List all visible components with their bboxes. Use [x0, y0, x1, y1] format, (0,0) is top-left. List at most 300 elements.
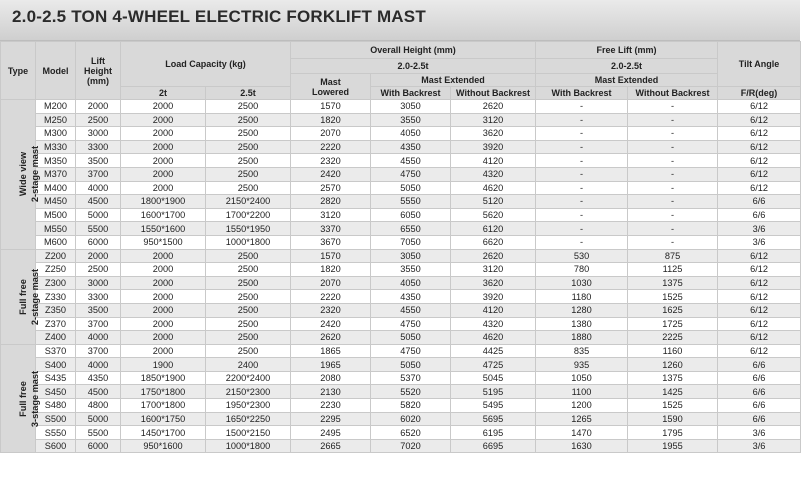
cell-extended-without-backrest: 6620 [451, 235, 536, 249]
cell-free-without-backrest: 875 [628, 249, 718, 263]
cell-mast-lowered: 2570 [291, 181, 371, 195]
cell-mast-lowered: 2230 [291, 399, 371, 413]
cell-extended-without-backrest: 4120 [451, 154, 536, 168]
cell-extended-with-backrest: 7050 [371, 235, 451, 249]
cell-free-without-backrest: 1590 [628, 412, 718, 426]
cell-model: M500 [36, 208, 76, 222]
cell-lift-height: 4500 [76, 385, 121, 399]
cell-extended-with-backrest: 4750 [371, 317, 451, 331]
cell-free-with-backrest: - [536, 235, 628, 249]
cell-load-2-5t: 2500 [206, 331, 291, 345]
cell-free-with-backrest: 1200 [536, 399, 628, 413]
cell-model: M250 [36, 113, 76, 127]
cell-extended-with-backrest: 4550 [371, 154, 451, 168]
cell-load-2-5t: 2500 [206, 344, 291, 358]
header-load-2-5t: 2.5t [206, 87, 291, 100]
cell-load-2t: 2000 [121, 127, 206, 141]
cell-load-2-5t: 2200*2400 [206, 371, 291, 385]
cell-tilt-angle: 6/12 [718, 276, 801, 290]
cell-model: S550 [36, 426, 76, 440]
cell-extended-without-backrest: 4425 [451, 344, 536, 358]
table-row [1, 181, 801, 195]
header-mast-extended: Mast Extended [371, 74, 536, 87]
cell-load-2t: 1600*1700 [121, 208, 206, 222]
cell-model: M550 [36, 222, 76, 236]
header-overall-height: Overall Height (mm) [291, 42, 536, 59]
mast-type-line: 3-stage mast [30, 370, 41, 427]
cell-free-without-backrest: 1725 [628, 317, 718, 331]
cell-extended-with-backrest: 3550 [371, 113, 451, 127]
cell-tilt-angle: 6/12 [718, 127, 801, 141]
cell-load-2-5t: 2500 [206, 263, 291, 277]
title-bar [0, 0, 800, 42]
cell-tilt-angle: 3/6 [718, 439, 801, 453]
cell-extended-with-backrest: 6020 [371, 412, 451, 426]
table-row [1, 208, 801, 222]
cell-mast-lowered: 1820 [291, 113, 371, 127]
cell-load-2t: 2000 [121, 167, 206, 181]
mast-type-cell [1, 344, 41, 453]
table-row [1, 127, 801, 141]
table-row [1, 235, 801, 249]
table-row [1, 344, 801, 358]
cell-model: M350 [36, 154, 76, 168]
cell-free-with-backrest: - [536, 113, 628, 127]
cell-lift-height: 2500 [76, 263, 121, 277]
table-row [1, 276, 801, 290]
cell-tilt-angle: 3/6 [718, 222, 801, 236]
cell-mast-lowered: 1820 [291, 263, 371, 277]
cell-model: S370 [36, 344, 76, 358]
header-load-2t: 2t [121, 87, 206, 100]
cell-tilt-angle: 6/6 [718, 385, 801, 399]
cell-lift-height: 4000 [76, 331, 121, 345]
header-type: Type [1, 42, 36, 100]
cell-load-2t: 2000 [121, 344, 206, 358]
cell-extended-with-backrest: 4050 [371, 127, 451, 141]
cell-mast-lowered: 2220 [291, 290, 371, 304]
cell-free-with-backrest: 1030 [536, 276, 628, 290]
table-row [1, 195, 801, 209]
cell-load-2-5t: 2500 [206, 181, 291, 195]
mast-type-line: Wide view [18, 152, 29, 197]
cell-load-2t: 1800*1900 [121, 195, 206, 209]
cell-free-with-backrest: 1265 [536, 412, 628, 426]
table-row [1, 331, 801, 345]
cell-free-with-backrest: 835 [536, 344, 628, 358]
cell-lift-height: 3700 [76, 344, 121, 358]
cell-tilt-angle: 6/12 [718, 344, 801, 358]
cell-load-2-5t: 2500 [206, 303, 291, 317]
header-tilt-unit: F/R(deg) [718, 87, 801, 100]
mast-type-line: Full free [18, 278, 29, 315]
header-mast-lowered-line: Mast [320, 76, 341, 87]
cell-load-2-5t: 2500 [206, 140, 291, 154]
cell-extended-without-backrest: 3120 [451, 113, 536, 127]
cell-model: S400 [36, 358, 76, 372]
cell-mast-lowered: 2420 [291, 317, 371, 331]
cell-extended-with-backrest: 5550 [371, 195, 451, 209]
cell-load-2-5t: 2500 [206, 249, 291, 263]
cell-free-with-backrest: - [536, 195, 628, 209]
cell-load-2-5t: 2500 [206, 276, 291, 290]
cell-load-2-5t: 1550*1950 [206, 222, 291, 236]
cell-load-2-5t: 2500 [206, 290, 291, 304]
cell-model: M300 [36, 127, 76, 141]
cell-mast-lowered: 2070 [291, 276, 371, 290]
cell-extended-with-backrest: 5820 [371, 399, 451, 413]
cell-load-2t: 2000 [121, 100, 206, 114]
cell-load-2-5t: 1950*2300 [206, 399, 291, 413]
cell-free-without-backrest: - [628, 195, 718, 209]
cell-mast-lowered: 2080 [291, 371, 371, 385]
table-row [1, 290, 801, 304]
header-lift-height-line: Height [84, 65, 112, 76]
cell-lift-height: 6000 [76, 439, 121, 453]
cell-extended-with-backrest: 4750 [371, 344, 451, 358]
cell-extended-with-backrest: 5050 [371, 331, 451, 345]
cell-free-with-backrest: 1280 [536, 303, 628, 317]
table-row [1, 303, 801, 317]
table-row [1, 263, 801, 277]
cell-extended-without-backrest: 6195 [451, 426, 536, 440]
cell-free-with-backrest: - [536, 100, 628, 114]
cell-extended-with-backrest: 6520 [371, 426, 451, 440]
header-lift-height [76, 42, 121, 100]
cell-extended-with-backrest: 4550 [371, 303, 451, 317]
cell-model: M450 [36, 195, 76, 209]
table-row [1, 100, 801, 114]
cell-load-2-5t: 2150*2300 [206, 385, 291, 399]
header-lift-height-line: Lift [91, 55, 105, 66]
cell-tilt-angle: 6/12 [718, 140, 801, 154]
cell-model: M400 [36, 181, 76, 195]
cell-extended-without-backrest: 3120 [451, 263, 536, 277]
table-row [1, 412, 801, 426]
cell-load-2t: 2000 [121, 249, 206, 263]
cell-tilt-angle: 6/6 [718, 208, 801, 222]
cell-tilt-angle: 6/12 [718, 331, 801, 345]
cell-load-2-5t: 2500 [206, 167, 291, 181]
cell-tilt-angle: 6/12 [718, 249, 801, 263]
header-overall-sub: 2.0-2.5t [291, 59, 536, 74]
header-tilt-angle: Tilt Angle [718, 42, 801, 87]
table-row [1, 249, 801, 263]
cell-extended-without-backrest: 3920 [451, 290, 536, 304]
cell-load-2t: 2000 [121, 276, 206, 290]
cell-free-with-backrest: 1880 [536, 331, 628, 345]
cell-extended-without-backrest: 3620 [451, 276, 536, 290]
table-row [1, 399, 801, 413]
cell-load-2-5t: 1650*2250 [206, 412, 291, 426]
cell-lift-height: 5500 [76, 222, 121, 236]
cell-extended-without-backrest: 4725 [451, 358, 536, 372]
mast-type-cell [1, 249, 41, 344]
cell-load-2-5t: 1700*2200 [206, 208, 291, 222]
cell-mast-lowered: 1570 [291, 249, 371, 263]
cell-extended-without-backrest: 4620 [451, 331, 536, 345]
cell-mast-lowered: 2620 [291, 331, 371, 345]
cell-load-2-5t: 1000*1800 [206, 439, 291, 453]
cell-mast-lowered: 1570 [291, 100, 371, 114]
cell-free-without-backrest: - [628, 167, 718, 181]
cell-lift-height: 3700 [76, 317, 121, 331]
cell-free-without-backrest: - [628, 127, 718, 141]
cell-load-2t: 2000 [121, 154, 206, 168]
cell-mast-lowered: 1965 [291, 358, 371, 372]
cell-mast-lowered: 2665 [291, 439, 371, 453]
cell-load-2t: 1850*1900 [121, 371, 206, 385]
header-model: Model [36, 42, 76, 100]
cell-mast-lowered: 2420 [291, 167, 371, 181]
cell-tilt-angle: 6/12 [718, 263, 801, 277]
mast-type-label [17, 269, 41, 325]
cell-lift-height: 4000 [76, 358, 121, 372]
table-body [1, 100, 801, 453]
cell-lift-height: 3700 [76, 167, 121, 181]
cell-free-without-backrest: 1375 [628, 371, 718, 385]
cell-free-without-backrest: - [628, 154, 718, 168]
table-row [1, 358, 801, 372]
header-free-with-backrest: With Backrest [536, 87, 628, 100]
cell-load-2t: 2000 [121, 263, 206, 277]
cell-load-2-5t: 2500 [206, 100, 291, 114]
cell-lift-height: 3500 [76, 154, 121, 168]
cell-mast-lowered: 2320 [291, 303, 371, 317]
cell-load-2t: 2000 [121, 317, 206, 331]
cell-model: M330 [36, 140, 76, 154]
cell-tilt-angle: 6/12 [718, 100, 801, 114]
cell-load-2t: 1550*1600 [121, 222, 206, 236]
cell-lift-height: 2500 [76, 113, 121, 127]
cell-model: Z300 [36, 276, 76, 290]
cell-extended-with-backrest: 7020 [371, 439, 451, 453]
cell-tilt-angle: 6/6 [718, 371, 801, 385]
cell-tilt-angle: 6/6 [718, 412, 801, 426]
cell-free-without-backrest: 1160 [628, 344, 718, 358]
cell-lift-height: 2000 [76, 100, 121, 114]
cell-mast-lowered: 2295 [291, 412, 371, 426]
cell-free-with-backrest: 1180 [536, 290, 628, 304]
cell-free-with-backrest: - [536, 127, 628, 141]
table-header [1, 42, 801, 100]
cell-extended-with-backrest: 5520 [371, 385, 451, 399]
cell-extended-with-backrest: 5050 [371, 358, 451, 372]
table-row [1, 385, 801, 399]
cell-mast-lowered: 2220 [291, 140, 371, 154]
mast-type-line: 2-stage mast [30, 268, 41, 325]
cell-extended-with-backrest: 6550 [371, 222, 451, 236]
cell-free-without-backrest: - [628, 222, 718, 236]
cell-extended-with-backrest: 4350 [371, 290, 451, 304]
cell-tilt-angle: 6/12 [718, 303, 801, 317]
cell-extended-without-backrest: 6695 [451, 439, 536, 453]
header-without-backrest: Without Backrest [451, 87, 536, 100]
cell-load-2t: 2000 [121, 181, 206, 195]
cell-load-2t: 2000 [121, 303, 206, 317]
cell-free-without-backrest: 1955 [628, 439, 718, 453]
cell-mast-lowered: 2820 [291, 195, 371, 209]
table-row [1, 426, 801, 440]
cell-extended-without-backrest: 2620 [451, 100, 536, 114]
cell-lift-height: 6000 [76, 235, 121, 249]
cell-extended-with-backrest: 4750 [371, 167, 451, 181]
cell-free-without-backrest: 1425 [628, 385, 718, 399]
cell-extended-without-backrest: 5695 [451, 412, 536, 426]
cell-load-2t: 1750*1800 [121, 385, 206, 399]
cell-model: Z400 [36, 331, 76, 345]
cell-model: Z370 [36, 317, 76, 331]
table-row [1, 154, 801, 168]
header-free-without-backrest: Without Backrest [628, 87, 718, 100]
cell-model: S435 [36, 371, 76, 385]
header-lift-height-line: (mm) [87, 75, 109, 86]
cell-mast-lowered: 3120 [291, 208, 371, 222]
cell-tilt-angle: 3/6 [718, 235, 801, 249]
cell-extended-without-backrest: 5120 [451, 195, 536, 209]
cell-load-2-5t: 2400 [206, 358, 291, 372]
cell-tilt-angle: 6/6 [718, 195, 801, 209]
table-row [1, 222, 801, 236]
cell-mast-lowered: 2070 [291, 127, 371, 141]
cell-load-2-5t: 2150*2400 [206, 195, 291, 209]
cell-load-2-5t: 2500 [206, 127, 291, 141]
cell-model: Z350 [36, 303, 76, 317]
cell-extended-with-backrest: 4350 [371, 140, 451, 154]
cell-tilt-angle: 6/12 [718, 317, 801, 331]
cell-extended-without-backrest: 3920 [451, 140, 536, 154]
cell-free-with-backrest: 1630 [536, 439, 628, 453]
cell-free-with-backrest: 1380 [536, 317, 628, 331]
cell-extended-with-backrest: 5050 [371, 181, 451, 195]
cell-lift-height: 3300 [76, 290, 121, 304]
header-free-mast-extended: Mast Extended [536, 74, 718, 87]
cell-free-with-backrest: - [536, 167, 628, 181]
mast-type-cell [1, 100, 41, 250]
cell-lift-height: 3300 [76, 140, 121, 154]
cell-model: M600 [36, 235, 76, 249]
cell-free-without-backrest: 1260 [628, 358, 718, 372]
cell-lift-height: 4500 [76, 195, 121, 209]
cell-model: M200 [36, 100, 76, 114]
cell-extended-without-backrest: 5195 [451, 385, 536, 399]
cell-lift-height: 5000 [76, 412, 121, 426]
cell-extended-with-backrest: 3050 [371, 249, 451, 263]
table-row [1, 167, 801, 181]
header-mast-lowered-line: Lowered [312, 86, 350, 97]
cell-load-2t: 1700*1800 [121, 399, 206, 413]
page-title: 2.0-2.5 TON 4-WHEEL ELECTRIC FORKLIFT MAST [12, 7, 426, 26]
cell-extended-without-backrest: 5495 [451, 399, 536, 413]
cell-free-without-backrest: - [628, 113, 718, 127]
cell-load-2t: 1450*1700 [121, 426, 206, 440]
cell-lift-height: 4000 [76, 181, 121, 195]
cell-load-2t: 1600*1750 [121, 412, 206, 426]
cell-load-2t: 2000 [121, 140, 206, 154]
cell-load-2t: 2000 [121, 331, 206, 345]
cell-free-without-backrest: - [628, 235, 718, 249]
cell-lift-height: 2000 [76, 249, 121, 263]
cell-load-2-5t: 1000*1800 [206, 235, 291, 249]
table-row [1, 113, 801, 127]
cell-lift-height: 3500 [76, 303, 121, 317]
cell-free-with-backrest: - [536, 140, 628, 154]
header-with-backrest: With Backrest [371, 87, 451, 100]
mast-type-label [17, 370, 41, 426]
table-row [1, 371, 801, 385]
cell-tilt-angle: 3/6 [718, 426, 801, 440]
cell-model: S450 [36, 385, 76, 399]
cell-lift-height: 4800 [76, 399, 121, 413]
cell-lift-height: 3000 [76, 127, 121, 141]
cell-model: M370 [36, 167, 76, 181]
cell-free-without-backrest: 1525 [628, 399, 718, 413]
cell-lift-height: 5000 [76, 208, 121, 222]
cell-tilt-angle: 6/12 [718, 290, 801, 304]
header-load-capacity: Load Capacity (kg) [121, 42, 291, 87]
cell-extended-with-backrest: 3050 [371, 100, 451, 114]
cell-extended-with-backrest: 4050 [371, 276, 451, 290]
cell-extended-without-backrest: 4320 [451, 167, 536, 181]
cell-mast-lowered: 2130 [291, 385, 371, 399]
table-row [1, 140, 801, 154]
cell-free-without-backrest: 1375 [628, 276, 718, 290]
header-free-lift-sub: 2.0-2.5t [536, 59, 718, 74]
cell-extended-without-backrest: 5045 [451, 371, 536, 385]
cell-tilt-angle: 6/6 [718, 358, 801, 372]
mast-type-line: 2-stage mast [30, 146, 41, 203]
cell-tilt-angle: 6/12 [718, 167, 801, 181]
cell-extended-without-backrest: 5620 [451, 208, 536, 222]
cell-lift-height: 5500 [76, 426, 121, 440]
cell-extended-without-backrest: 6120 [451, 222, 536, 236]
cell-load-2-5t: 2500 [206, 317, 291, 331]
cell-load-2t: 1900 [121, 358, 206, 372]
cell-free-with-backrest: 1100 [536, 385, 628, 399]
cell-free-without-backrest: - [628, 100, 718, 114]
cell-free-with-backrest: 1470 [536, 426, 628, 440]
cell-tilt-angle: 6/12 [718, 181, 801, 195]
cell-free-with-backrest: 935 [536, 358, 628, 372]
cell-mast-lowered: 2320 [291, 154, 371, 168]
cell-load-2t: 2000 [121, 290, 206, 304]
table-row [1, 317, 801, 331]
cell-mast-lowered: 2495 [291, 426, 371, 440]
cell-load-2-5t: 2500 [206, 113, 291, 127]
cell-tilt-angle: 6/6 [718, 399, 801, 413]
cell-model: Z250 [36, 263, 76, 277]
cell-free-with-backrest: - [536, 181, 628, 195]
cell-load-2t: 950*1600 [121, 439, 206, 453]
cell-free-without-backrest: 1525 [628, 290, 718, 304]
cell-free-with-backrest: - [536, 208, 628, 222]
cell-mast-lowered: 3670 [291, 235, 371, 249]
cell-extended-without-backrest: 4620 [451, 181, 536, 195]
cell-free-with-backrest: - [536, 154, 628, 168]
cell-free-without-backrest: - [628, 140, 718, 154]
cell-load-2-5t: 1500*2150 [206, 426, 291, 440]
cell-extended-without-backrest: 4320 [451, 317, 536, 331]
cell-tilt-angle: 6/12 [718, 113, 801, 127]
cell-free-with-backrest: 1050 [536, 371, 628, 385]
cell-free-without-backrest: 1625 [628, 303, 718, 317]
mast-type-line: Full free [18, 380, 29, 417]
cell-model: S500 [36, 412, 76, 426]
cell-extended-with-backrest: 6050 [371, 208, 451, 222]
cell-extended-with-backrest: 3550 [371, 263, 451, 277]
cell-load-2t: 2000 [121, 113, 206, 127]
cell-free-with-backrest: - [536, 222, 628, 236]
